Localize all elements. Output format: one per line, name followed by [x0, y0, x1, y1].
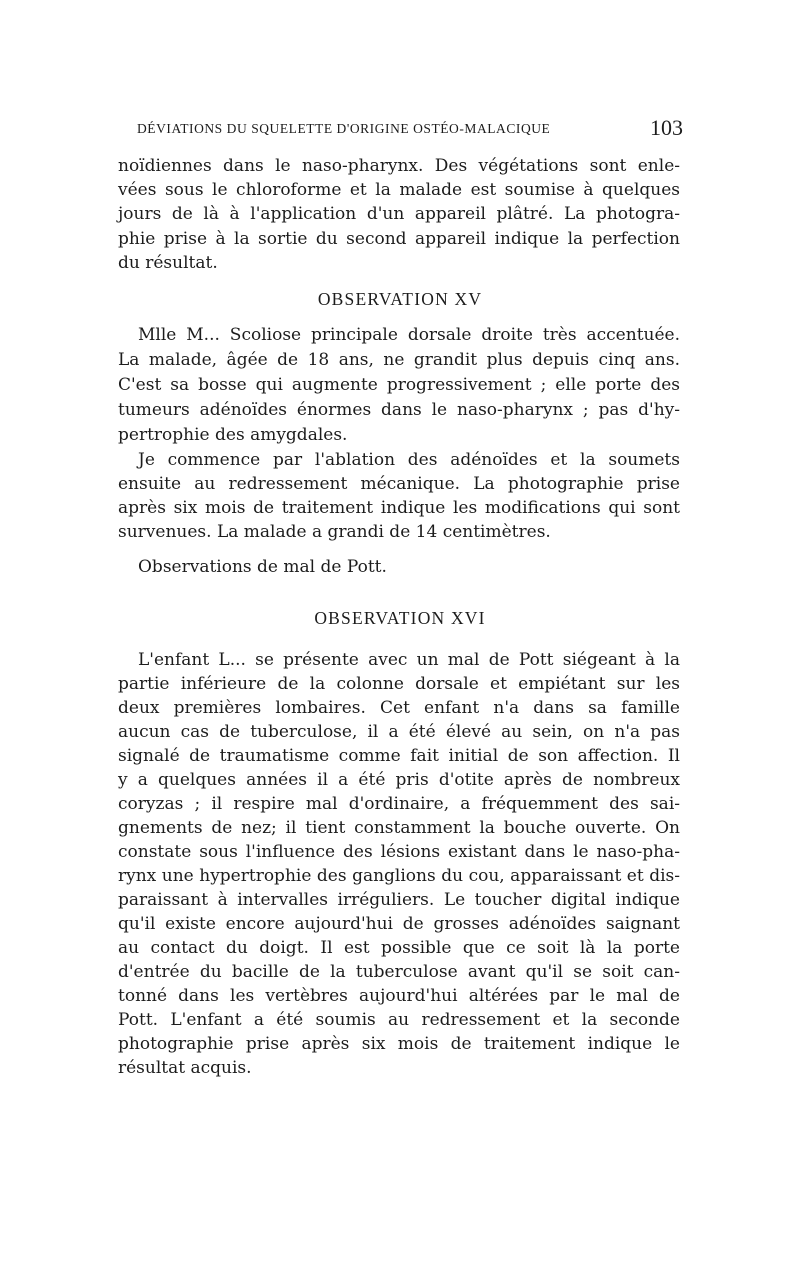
text-line: coryzas ; il respire mal d'ordinaire, a fréquemment des sai- — [118, 794, 680, 814]
text-line: au contact du doigt. Il est possible que ce soit là la porte — [118, 938, 680, 958]
text-line: paraissant à intervalles irréguliers. Le toucher digital indique — [118, 890, 680, 910]
text-line: aucun cas de tuberculose, il a été élevé au sein, on n'a pas — [118, 722, 680, 742]
text-line: d'entrée du bacille de la tuberculose avant qu'il se soit can- — [118, 962, 680, 982]
text-line: après six mois de traitement indique les modifications qui sont — [118, 498, 680, 518]
text-line: gnements de nez; il tient constamment la bouche ouverte. On — [118, 818, 680, 838]
text-line: photographie prise après six mois de traitement indique le — [118, 1034, 680, 1054]
text-line: noïdiennes dans le naso-pharynx. Des végétations sont enle- — [118, 156, 680, 176]
observation-xv-heading: OBSERVATION XV — [317, 289, 483, 309]
text-line: tonné dans les vertèbres aujourd'hui altérées par le mal de — [118, 986, 680, 1006]
text-line: du résultat. — [118, 253, 218, 273]
text-line: Pott. L'enfant a été soumis au redressement et la seconde — [118, 1010, 680, 1030]
text-line: tumeurs adénoïdes énormes dans le naso-pharynx ; pas d'hy- — [118, 400, 680, 420]
text-line: pertrophie des amygdales. — [118, 425, 348, 445]
text-line: Mlle M... Scoliose principale dorsale droite très accentuée. — [138, 325, 680, 345]
text-line: Je commence par l'ablation des adénoïdes et la soumets — [138, 450, 680, 470]
text-line: partie inférieure de la colonne dorsale et empiétant sur les — [118, 674, 680, 694]
text-line: Observations de mal de Pott. — [138, 557, 387, 577]
text-line: résultat acquis. — [118, 1058, 252, 1078]
observation-xvi-heading: OBSERVATION XVI — [314, 608, 486, 628]
text-line: qu'il existe encore aujourd'hui de grosses adénoïdes saignant — [118, 914, 680, 934]
text-line: deux premières lombaires. Cet enfant n'a dans sa famille — [118, 698, 680, 718]
text-line: La malade, âgée de 18 ans, ne grandit plus depuis cinq ans. — [118, 350, 680, 370]
text-line: constate sous l'influence des lésions existant dans le naso-pha- — [118, 842, 680, 862]
text-line: survenues. La malade a grandi de 14 centimètres. — [118, 522, 551, 542]
running-title: DÉVIATIONS DU SQUELETTE D'ORIGINE OSTÉO-MALACIQUE — [137, 121, 551, 136]
text-line: y a quelques années il a été pris d'otite après de nombreux — [118, 770, 680, 790]
text-line: vées sous le chloroforme et la malade est soumise à quelques — [118, 180, 680, 200]
text-line: phie prise à la sortie du second appareil indique la perfection — [118, 229, 680, 249]
text-line: signalé de traumatisme comme fait initial de son affection. Il — [118, 746, 680, 766]
page-number: 103 — [650, 115, 683, 140]
text-line: L'enfant L... se présente avec un mal de Pott siégeant à la — [138, 650, 680, 670]
text-line: C'est sa bosse qui augmente progressivement ; elle porte des — [118, 375, 680, 395]
text-line: ensuite au redressement mécanique. La photographie prise — [118, 474, 680, 494]
text-line: jours de là à l'application d'un appareil plâtré. La photogra- — [118, 204, 680, 224]
text-line: rynx une hypertrophie des ganglions du cou, apparaissant et dis- — [118, 866, 680, 886]
page-header — [137, 115, 683, 142]
